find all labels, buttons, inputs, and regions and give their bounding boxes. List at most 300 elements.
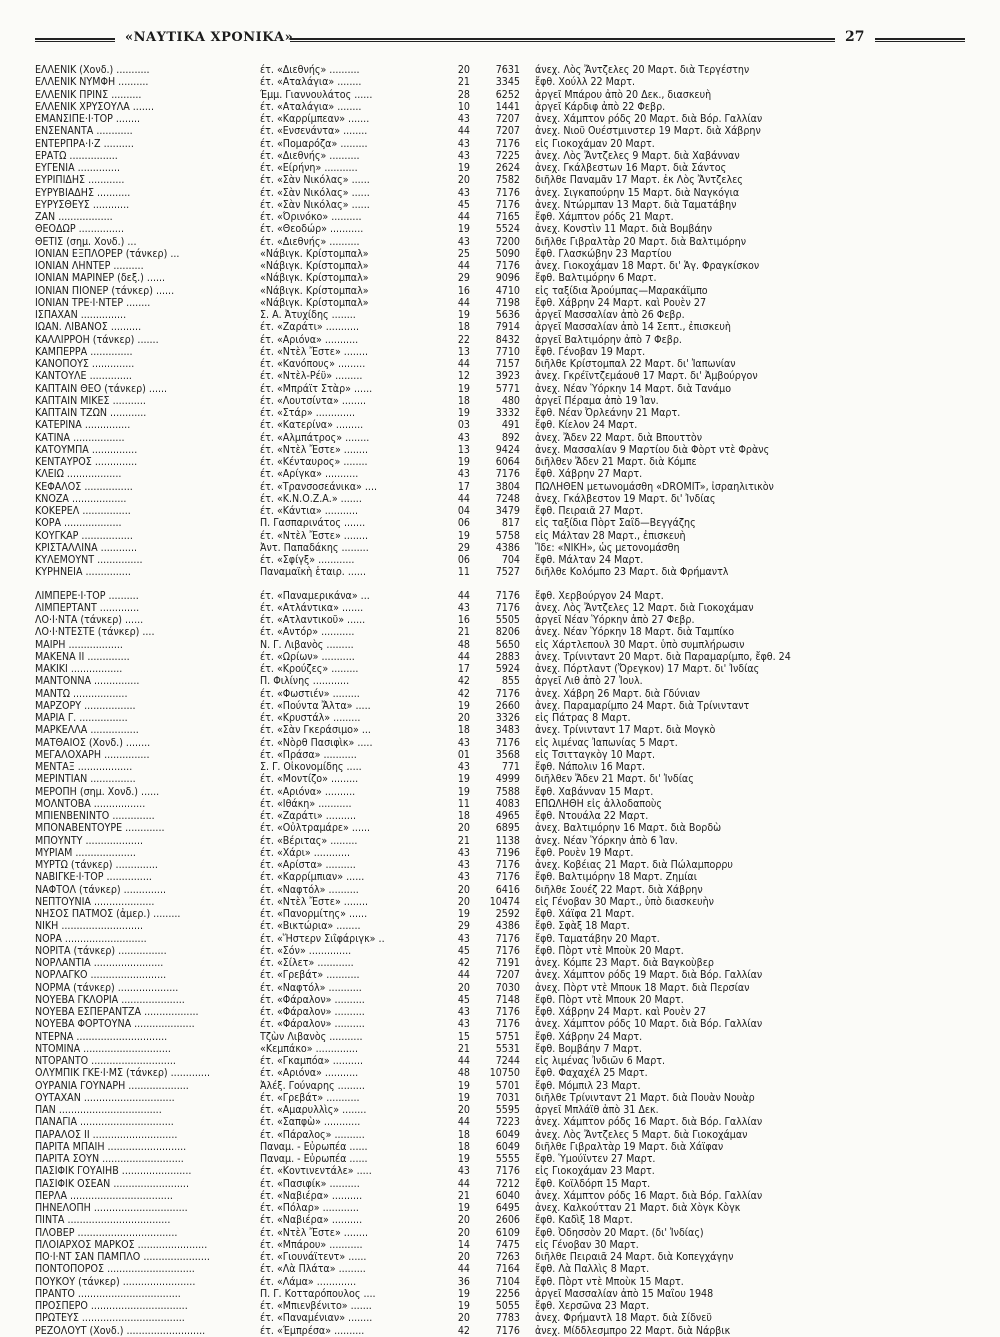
table-row bbox=[35, 566, 965, 578]
ship-position: ἔφθ. Χάβρην 24 Μαρτ. καὶ Ρουὲν 27 bbox=[535, 296, 707, 309]
table-row bbox=[35, 530, 965, 542]
ship-name: ΚΥΛΕΜΟΥΝΤ ............... bbox=[35, 554, 143, 566]
ship-name: ΠΛΟΙΑΡΧΟΣ ΜΑΡΚΟΣ ....................... bbox=[35, 1238, 208, 1251]
ship-position: ἀνεχ. Βαλτιμόρην 16 Μαρτ. διὰ Βορδὼ bbox=[535, 822, 722, 835]
ship-position: ἔφθ. Ρουὲν 19 Μαρτ. bbox=[535, 846, 634, 859]
ship-position: ἔφθ. Χάϊφα 21 Μαρτ. bbox=[535, 908, 635, 920]
ship-tonnage: 7176 bbox=[495, 944, 520, 957]
ship-tonnage: 7198 bbox=[495, 296, 520, 309]
table-row bbox=[35, 444, 965, 456]
ship-position: εἰς Μάλταν 28 Μαρτ., ἐπισκευὴ bbox=[535, 529, 686, 542]
ship-year: 25 bbox=[457, 247, 470, 260]
ship-year: 01 bbox=[457, 748, 470, 761]
ship-position: ἀνεχ. Γκάλβεστων 16 Μαρτ. διὰ Σάντος bbox=[535, 162, 727, 174]
ship-tonnage: 7030 bbox=[495, 981, 520, 994]
ship-agent: έτ. «Όρινόκο» .......... bbox=[260, 211, 362, 223]
ship-position: ἔφθ. Πὸρτ ντὲ Μπουκ 20 Μαρτ. bbox=[535, 993, 684, 1006]
table-row bbox=[35, 871, 965, 883]
ship-tonnage: 3804 bbox=[495, 480, 520, 493]
table-row bbox=[35, 712, 965, 724]
table-row bbox=[35, 1312, 965, 1324]
ship-year: 06 bbox=[457, 517, 470, 530]
table-row bbox=[35, 651, 965, 663]
ship-year: 20 bbox=[457, 895, 470, 908]
ship-year: 19 bbox=[457, 382, 470, 395]
table-row bbox=[35, 1325, 965, 1337]
ship-position: άνεχ. Λὸς Ἄντζελες 20 Μαρτ. διὰ Τεργέστην bbox=[535, 64, 750, 76]
ship-agent: Π. Γασπαρινάτος ....... bbox=[260, 517, 366, 530]
ship-year: 44 bbox=[457, 358, 470, 370]
ship-name: ΠΡΟΣΠΕΡΟ ................................ bbox=[35, 1300, 188, 1312]
ship-name: ΜΠΟΝΑΒΕΝΤΟΥΡΕ ............. bbox=[35, 822, 165, 835]
ship-name: ΕΥΓΕΝΙΑ .............. bbox=[35, 162, 121, 174]
ship-year: 19 bbox=[457, 529, 470, 542]
ship-year: 45 bbox=[457, 944, 470, 957]
table-row bbox=[35, 602, 965, 614]
journal-title: «ΝΑΥΤΙΚΑ ΧΡΟΝΙΚΑ» bbox=[125, 30, 294, 45]
ship-agent: έτ. «Λουτσίντα» ........ bbox=[260, 394, 367, 407]
table-row bbox=[35, 1288, 965, 1300]
ship-position: ἀνεχ. Κοβέιας 21 Μαρτ. διὰ Πώλαμπορρυ bbox=[535, 859, 733, 871]
ship-tonnage: 1138 bbox=[495, 834, 520, 847]
ship-agent: έτ. «Κρούζες» ......... bbox=[260, 663, 359, 675]
ship-name: ΕΜΑΝΣΙΠΕ·Ι·ΤΟΡ ........ bbox=[35, 113, 141, 125]
ship-agent: έτ. «Μπιενβένιτο» ....... bbox=[260, 1300, 372, 1312]
ship-agent: έτ. «Σόν» .............. bbox=[260, 944, 352, 957]
ship-agent: έτ. «Νὸρθ Πασιφὶκ» ..... bbox=[260, 736, 373, 749]
ship-position: εἰς Γένοβαν 30 Μαρτ., ὑπὸ διασκευὴν bbox=[535, 895, 714, 908]
ship-year: 43 bbox=[457, 235, 470, 248]
table-row bbox=[35, 138, 965, 150]
ship-year: 19 bbox=[457, 1300, 470, 1312]
ship-agent: Παναμαϊκὴ ἑταιρ. ...... bbox=[260, 566, 366, 579]
ship-name: ΛΙΜΠΕΡΤΑΝΤ ............. bbox=[35, 601, 140, 614]
ship-year: 20 bbox=[457, 1312, 470, 1325]
ship-tonnage: 5090 bbox=[495, 247, 520, 260]
ship-name: ΘΕΟΔΩΡ ............... bbox=[35, 223, 124, 236]
ship-year: 04 bbox=[457, 505, 470, 517]
ship-year: 44 bbox=[457, 260, 470, 272]
ship-position: ἀνεχ. Νέαν Ὑόρκην 14 Μαρτ. διὰ Τανάμο bbox=[535, 382, 732, 395]
ship-agent: έτ. «Ντὲλ Ἔστε» ........ bbox=[260, 443, 369, 456]
ship-tonnage: 7176 bbox=[495, 859, 520, 871]
table-row bbox=[35, 810, 965, 822]
ship-name: ΚΑΠΤΑΙΝ ΤΖΩΝ ............ bbox=[35, 407, 147, 419]
ship-tonnage: 7104 bbox=[495, 1275, 520, 1288]
ship-year: 19 bbox=[457, 407, 470, 419]
ship-year: 20 bbox=[457, 981, 470, 994]
ship-agent: έτ. «Ατλαντικοῦ» ...... bbox=[260, 614, 366, 626]
ship-year: 18 bbox=[457, 394, 470, 407]
ship-name: ΝΟΥΕΒΑ ΓΚΛΟΡΙΑ ..................... bbox=[35, 993, 185, 1006]
ship-year: 21 bbox=[457, 626, 470, 639]
ship-year: 29 bbox=[457, 272, 470, 285]
ship-name: ΕΝΤΕΡΠΡΑ·Ι·Ζ .......... bbox=[35, 137, 134, 150]
ship-tonnage: 3345 bbox=[495, 76, 520, 89]
ship-agent: Ἀλέξ. Γούναρης ......... bbox=[260, 1079, 365, 1092]
ship-tonnage: 491 bbox=[501, 419, 520, 432]
table-row bbox=[35, 309, 965, 321]
ship-position: ἀργεῖ Νέαν Ὑόρκην ἀπὸ 27 Φεβρ. bbox=[535, 614, 695, 626]
ship-position: εἰς ταξίδια Πὸρτ Σαῒδ—Βεγγάζης bbox=[535, 517, 696, 530]
ship-year: 17 bbox=[457, 480, 470, 493]
ship-agent: Π. Γ. Κοτταρόπουλος .... bbox=[260, 1287, 376, 1300]
ship-name: ΙΣΠΑΧΑΝ ............... bbox=[35, 309, 127, 321]
ship-year: 20 bbox=[457, 64, 470, 76]
ship-position: ἔφθ. Φαχαχέλ 25 Μαρτ. bbox=[535, 1067, 648, 1080]
ship-position: ἀνεχ. Ντώρμπαν 13 Μαρτ. διὰ Ταματάβην bbox=[535, 198, 737, 211]
ship-name: ΝΟΥΕΒΑ ΦΟΡΤΟΥΝΑ .................... bbox=[35, 1018, 195, 1031]
table-row bbox=[35, 798, 965, 810]
ship-year: 19 bbox=[457, 456, 470, 468]
table-row bbox=[35, 1031, 965, 1043]
ship-agent: έτ. «Κ.Ν.Ο.Ζ.Α.» ....... bbox=[260, 492, 362, 505]
ship-name: ΟΥΡΑΝΙΑ ΓΟΥΝΑΡΗ .................... bbox=[35, 1079, 189, 1092]
ship-name: ΠΑΝ .................................. bbox=[35, 1104, 162, 1116]
ship-name: ΝΙΚΗ ........................... bbox=[35, 920, 144, 933]
ship-name: ΕΝΣΕΝΑΝΤΑ ............ bbox=[35, 125, 133, 138]
table-row bbox=[35, 700, 965, 712]
ship-agent: έτ. «Καρρίμπιαν» ...... bbox=[260, 871, 365, 884]
ship-year: 44 bbox=[457, 650, 470, 663]
ship-year: 20 bbox=[457, 822, 470, 835]
table-row bbox=[35, 150, 965, 162]
ship-agent: Τζὼν Λιβανὸς ........... bbox=[260, 1030, 363, 1043]
ship-agent: Παναμ. - Εὐρωπέα ...... bbox=[260, 1153, 368, 1165]
ship-tonnage: 7176 bbox=[495, 871, 520, 884]
ship-tonnage: 7176 bbox=[495, 137, 520, 150]
table-row bbox=[35, 407, 965, 419]
ship-name: ΚΕΦΑΛΟΣ ................ bbox=[35, 480, 133, 493]
ship-position: ἀνεχ. Σιγκαπούρην 15 Μαρτ. διὰ Ναγκόγια bbox=[535, 186, 740, 199]
table-row bbox=[35, 1239, 965, 1251]
ship-year: 19 bbox=[457, 699, 470, 712]
ship-name: ΝΑΒΙΓΚΕ·Ι·ΤΟΡ ............... bbox=[35, 871, 152, 884]
ship-name: ΝΟΡΛΑΓΚΟ ......................... bbox=[35, 969, 167, 982]
ship-position: ἀργεῖ Μπλάϊθ ἀπὸ 31 Δεκ. bbox=[535, 1104, 659, 1116]
ship-year: 44 bbox=[457, 1116, 470, 1129]
ship-agent: έτ. «Κένταυρος» ........ bbox=[260, 456, 368, 468]
ship-year: 43 bbox=[457, 736, 470, 749]
ship-name: ΝΟΡΙΤΑ (τάνκερ) ................ bbox=[35, 944, 167, 957]
table-row bbox=[35, 773, 965, 785]
table-row bbox=[35, 982, 965, 994]
ship-year: 13 bbox=[457, 345, 470, 358]
ship-position-listing bbox=[35, 64, 965, 1337]
ship-agent: έτ. «Γρεβάτ» ........... bbox=[260, 1091, 360, 1104]
ship-name: ΠΑΡΙΤΑ ΣΟΥΝ ........................... bbox=[35, 1153, 184, 1165]
ship-tonnage: 7207 bbox=[495, 113, 520, 125]
ship-tonnage: 4386 bbox=[495, 920, 520, 933]
ship-position: ἀνεχ. Χάμπτον ρόδς 16 Μαρτ. διὰ Βόρ. Γαλλίαν bbox=[535, 1189, 763, 1202]
table-row bbox=[35, 321, 965, 333]
ship-name: ΙΟΝΙΑΝ ΕΞΠΛΟΡΕΡ (τάνκερ) ... bbox=[35, 247, 180, 260]
ship-name: ΠΑΣΙΦΙΚ ΓΟΥΑΙΗΒ ....................... bbox=[35, 1165, 192, 1178]
ship-agent: έτ. «Πούντα Ἄλτα» ..... bbox=[260, 699, 371, 712]
ship-name: ΠΙΝΤΑ .................................. bbox=[35, 1214, 171, 1227]
ship-tonnage: 3923 bbox=[495, 370, 520, 383]
ship-year: 43 bbox=[457, 1165, 470, 1178]
table-row bbox=[35, 896, 965, 908]
ship-year: 43 bbox=[457, 601, 470, 614]
ship-name: ΚΑΜΠΕΡΡΑ .............. bbox=[35, 345, 133, 358]
table-row bbox=[35, 162, 965, 174]
ship-year: 42 bbox=[457, 675, 470, 688]
table-row bbox=[35, 113, 965, 125]
ship-position: ἀργεῖ Κάρδιφ ἀπὸ 22 Φεβρ. bbox=[535, 100, 666, 113]
ship-position: εἰς Τσιτταγκὸγ 10 Μαρτ. bbox=[535, 748, 656, 761]
ship-tonnage: 6049 bbox=[495, 1140, 520, 1153]
table-row bbox=[35, 187, 965, 199]
ship-name: ΜΑΚΕΝΑ ΙΙ .............. bbox=[35, 650, 130, 663]
ship-tonnage: 7164 bbox=[495, 1263, 520, 1276]
ship-name: ΚΑΛΛΙΡΡΟΗ (τάνκερ) ....... bbox=[35, 333, 159, 346]
ship-year: 44 bbox=[457, 125, 470, 138]
ship-agent: «Νάβιγκ. Κρίστομπαλ» bbox=[260, 296, 369, 309]
ship-name: ΚΡΙΣΤΑΛΛΙΝΑ ............ bbox=[35, 541, 137, 554]
table-row bbox=[35, 614, 965, 626]
ship-tonnage: 7244 bbox=[495, 1055, 520, 1067]
ship-position: ἔφθ. Ὑμούϊντεν 27 Μαρτ. bbox=[535, 1153, 656, 1165]
ship-tonnage: 480 bbox=[501, 394, 520, 407]
ship-tonnage: 7212 bbox=[495, 1177, 520, 1190]
ship-tonnage: 5531 bbox=[495, 1042, 520, 1055]
table-row bbox=[35, 285, 965, 297]
table-row bbox=[35, 554, 965, 566]
ship-name: ΕΛΛΕΝΙΚ ΝΥΜΦΗ .......... bbox=[35, 76, 149, 89]
table-row bbox=[35, 1043, 965, 1055]
ship-tonnage: 5751 bbox=[495, 1030, 520, 1043]
ship-agent: Ἀντ. Παπαδάκης ......... bbox=[260, 541, 369, 554]
ship-name: ΜΑΡΙΑ Γ. ................ bbox=[35, 712, 128, 724]
ship-position: εἰς Πάτρας 8 Μαρτ. bbox=[535, 712, 631, 724]
ship-position: ἔφθ. Γλασκώβην 23 Μαρτίου bbox=[535, 247, 672, 260]
ship-year: 45 bbox=[457, 993, 470, 1006]
ship-year: 44 bbox=[457, 492, 470, 505]
table-row bbox=[35, 517, 965, 529]
ship-position: διῆλθε Γιβραλτὰρ 20 Μαρτ. διὰ Βαλτιμόρην bbox=[535, 235, 747, 248]
ship-tonnage: 7165 bbox=[495, 211, 520, 223]
ship-year: 29 bbox=[457, 920, 470, 933]
ship-position: εἰς Γένοβαν 30 Μαρτ. bbox=[535, 1238, 639, 1251]
table-row bbox=[35, 1153, 965, 1165]
ship-name: ΝΤΕΡΝΑ .............................. bbox=[35, 1030, 168, 1043]
ship-name: ΝΤΟΜΙΝΑ ............................. bbox=[35, 1042, 171, 1055]
ship-position: εἰς Γιοκοχάμαν 23 Μαρτ. bbox=[535, 1165, 655, 1178]
ship-agent: Π. Φιλίνης ............ bbox=[260, 675, 350, 688]
ship-agent: έτ. «Ντὲλ Ἔστε» ........ bbox=[260, 895, 369, 908]
table-row bbox=[35, 1129, 965, 1141]
ship-position: ἔφθ. Καδὶξ 18 Μαρτ. bbox=[535, 1214, 633, 1227]
ship-tonnage: 3479 bbox=[495, 505, 520, 517]
ship-year: 43 bbox=[457, 137, 470, 150]
table-row bbox=[35, 859, 965, 871]
table-row bbox=[35, 1055, 965, 1067]
ship-name: ΠΑΡΑΛΟΣ ΙΙ ............................ bbox=[35, 1128, 178, 1141]
table-row bbox=[35, 456, 965, 468]
ship-year: 19 bbox=[457, 309, 470, 321]
ship-agent: έτ. «Στάρ» ............. bbox=[260, 407, 356, 419]
ship-agent: έτ. «Σὰν Γκεράσιμο» ... bbox=[260, 724, 371, 737]
ship-agent: «Νάβιγκ. Κρίστομπαλ» bbox=[260, 284, 369, 297]
ship-name: ΕΛΛΕΝΙΚ (Χονδ.) ........... bbox=[35, 64, 150, 76]
listing-section bbox=[35, 590, 965, 1337]
table-row bbox=[35, 663, 965, 675]
ship-year: 43 bbox=[457, 932, 470, 945]
table-row bbox=[35, 432, 965, 444]
ship-tonnage: 8432 bbox=[495, 333, 520, 346]
table-row bbox=[35, 969, 965, 981]
ship-position: ἀνεχ. Λὸς Ἄντζελες 5 Μαρτ. διὰ Γιοκοχάμαν bbox=[535, 1128, 748, 1141]
ship-position: ἔφθ. Χάμπτον ρόδς 21 Μαρτ. bbox=[535, 211, 674, 223]
ship-year: 19 bbox=[457, 162, 470, 174]
ship-tonnage: 7176 bbox=[495, 601, 520, 614]
ship-tonnage: 7631 bbox=[495, 64, 520, 76]
ship-name: ΚΑΤΕΡΙΝΑ ............... bbox=[35, 419, 131, 432]
table-row bbox=[35, 493, 965, 505]
ship-agent: Έμμ. Γιαννουλάτος ...... bbox=[260, 88, 373, 101]
ship-agent: «Κεμπάκο» .............. bbox=[260, 1042, 358, 1055]
ship-agent: έτ. «Λάμα» ............. bbox=[260, 1275, 357, 1288]
ship-agent: έτ. «Φάραλον» .......... bbox=[260, 1006, 365, 1018]
ship-tonnage: 7148 bbox=[495, 993, 520, 1006]
ship-agent: έτ. «Πασιφίκ» .......... bbox=[260, 1177, 360, 1190]
page-number: 27 bbox=[845, 29, 865, 45]
ship-agent: Παναμ. - Εὐρωπέα ...... bbox=[260, 1140, 368, 1153]
ship-position: Ἴδε: «ΝΙΚΗ», ὡς μετονομάσθη bbox=[535, 541, 680, 554]
ship-tonnage: 2883 bbox=[495, 650, 520, 663]
ship-position: ἔφθ. Πὸρτ ντὲ Μποὺκ 20 Μαρτ. bbox=[535, 944, 684, 957]
ship-name: ΛΟ·Ι·ΝΤΕΣΤΕ (τάνκερ) .... bbox=[35, 626, 155, 639]
ship-year: 44 bbox=[457, 1177, 470, 1190]
ship-tonnage: 4999 bbox=[495, 773, 520, 786]
ship-tonnage: 3332 bbox=[495, 407, 520, 419]
ship-name: ΛΙΜΠΕΡΕ·Ι·ΤΟΡ .......... bbox=[35, 589, 139, 602]
ship-position: ἔφθ. Χερβούργον 24 Μαρτ. bbox=[535, 589, 664, 602]
ship-year: 16 bbox=[457, 284, 470, 297]
ship-tonnage: 3568 bbox=[495, 748, 520, 761]
ship-name: ΜΥΡΤΩ (τάνκερ) .............. bbox=[35, 859, 158, 871]
ship-tonnage: 7031 bbox=[495, 1091, 520, 1104]
table-row bbox=[35, 346, 965, 358]
table-row bbox=[35, 358, 965, 370]
ship-tonnage: 6040 bbox=[495, 1189, 520, 1202]
ship-position: ἀνεχ. Χάμπτον ρόδς 10 Μαρτ. διὰ Βόρ. Γαλλίαν bbox=[535, 1018, 763, 1031]
ship-tonnage: 817 bbox=[501, 517, 520, 530]
ship-year: 43 bbox=[457, 846, 470, 859]
ship-name: ΚΟΚΕΡΕΛ ................ bbox=[35, 505, 131, 517]
ship-position: ἔφθ. Νάπολιν 16 Μαρτ. bbox=[535, 761, 645, 773]
ship-agent: έτ. «Παναμερικάνα» ... bbox=[260, 589, 370, 602]
ship-year: 20 bbox=[457, 1214, 470, 1227]
ship-name: ΟΥΤΑΧΑΝ .............................. bbox=[35, 1091, 175, 1104]
ship-name: ΜΑΡΚΕΛΛΑ ................ bbox=[35, 724, 139, 737]
ship-name: ΚΟΥΓΚΑΡ ................. bbox=[35, 529, 133, 542]
ship-tonnage: 6495 bbox=[495, 1202, 520, 1214]
ship-agent: έτ. «Παναμένιαν» ........ bbox=[260, 1312, 373, 1325]
ship-position: διῆλθε Κρίστομπαλ 22 Μαρτ. δι' Ἰαπωνίαν bbox=[535, 358, 736, 370]
ship-agent: έτ. «Πράσα» ........... bbox=[260, 748, 357, 761]
ship-agent: έτ. «Αρίγκα» ........... bbox=[260, 468, 359, 481]
table-row bbox=[35, 835, 965, 847]
ship-agent: έτ. «Ναβιέρα» .......... bbox=[260, 1189, 363, 1202]
ship-tonnage: 3483 bbox=[495, 724, 520, 737]
ship-year: 43 bbox=[457, 431, 470, 444]
ship-position: ἀνεχ. Γκάλβεστον 19 Μαρτ. δι' Ἰνδίας bbox=[535, 492, 716, 505]
ship-tonnage: 7176 bbox=[495, 260, 520, 272]
table-row bbox=[35, 1202, 965, 1214]
ship-position: ἔφθ. Χαβάνναν 15 Μαρτ. bbox=[535, 785, 654, 798]
ship-agent: έτ. «Σφίγξ» ............ bbox=[260, 554, 355, 566]
ship-year: 44 bbox=[457, 1263, 470, 1276]
ship-name: ΕΥΡΥΒΙΑΔΗΣ ........... bbox=[35, 186, 131, 199]
ship-tonnage: 5924 bbox=[495, 663, 520, 675]
ship-agent: έτ. «Θεοδώρ» ........... bbox=[260, 223, 364, 236]
ship-year: 16 bbox=[457, 614, 470, 626]
header-rule-middle bbox=[290, 38, 835, 42]
ship-position: ἀνεχ. Λὸς Ἄντζελες 12 Μαρτ. διὰ Γιοκοχάμαν bbox=[535, 601, 754, 614]
ship-position: ἀνεχ. Κόμπε 23 Μαρτ. διὰ Βαγκοὺβερ bbox=[535, 957, 714, 969]
ship-name: ΜΑΤΘΑΙΟΣ (Χονδ.) ........ bbox=[35, 736, 151, 749]
ship-year: 19 bbox=[457, 1287, 470, 1300]
header-rule-left bbox=[35, 38, 115, 42]
ship-agent: έτ. «Ναβιέρα» .......... bbox=[260, 1214, 363, 1227]
ship-year: 19 bbox=[457, 1153, 470, 1165]
ship-position: διῆλθε Πειραιᾶ 24 Μαρτ. διὰ Κοπεγχάγην bbox=[535, 1251, 734, 1263]
ship-position: ἀνεχ. Χάμπτον ρόδς 16 Μαρτ. διὰ Βόρ. Γαλλίαν bbox=[535, 1116, 763, 1129]
ship-tonnage: 2624 bbox=[495, 162, 520, 174]
ship-name: ΡΕΖΟΛΟΥΤ (Χονδ.) .......................... bbox=[35, 1324, 206, 1337]
ship-agent: έτ. «Αρίστα» .......... bbox=[260, 859, 356, 871]
ship-agent: έτ. «Μπάρου» ........... bbox=[260, 1238, 363, 1251]
ship-name: ΕΛΛΕΝΙΚ ΧΡΥΣΟΥΛΑ ....... bbox=[35, 100, 154, 113]
ship-year: 44 bbox=[457, 589, 470, 602]
ship-name: ΜΠΟΥΝΤΥ ................... bbox=[35, 834, 144, 847]
ship-name: ΚΝΟΖΑ .................. bbox=[35, 492, 127, 505]
ship-tonnage: 7176 bbox=[495, 198, 520, 211]
table-row bbox=[35, 101, 965, 113]
ship-year: 43 bbox=[457, 1018, 470, 1031]
ship-position: ἀργεῖ Μασσαλίαν ἀπὸ 15 Μαΐου 1948 bbox=[535, 1287, 714, 1300]
ship-position: ἀργεῖ Μασσαλίαν ἀπὸ 26 Φεβρ. bbox=[535, 309, 685, 321]
ship-year: 11 bbox=[457, 566, 470, 579]
ship-position: διῆλθε Γιβραλτὰρ 19 Μαρτ. διὰ Χάϊφαν bbox=[535, 1140, 724, 1153]
ship-tonnage: 7176 bbox=[495, 186, 520, 199]
listing-section bbox=[35, 64, 965, 579]
ship-tonnage: 5505 bbox=[495, 614, 520, 626]
ship-agent: Σ. Γ. Οἰκονομίδης ..... bbox=[260, 761, 362, 773]
table-row bbox=[35, 822, 965, 834]
ship-tonnage: 10474 bbox=[489, 895, 520, 908]
ship-position: ἀνεχ. Χάβρη 26 Μαρτ. διὰ Γδύνιαν bbox=[535, 687, 700, 700]
ship-year: 19 bbox=[457, 908, 470, 920]
ship-name: ΖΑΝ .................. bbox=[35, 211, 113, 223]
ship-tonnage: 4386 bbox=[495, 541, 520, 554]
ship-position: ἔφθ. Ταματάβην 20 Μαρτ. bbox=[535, 932, 660, 945]
ship-agent: έτ. «Σὰν Νικόλας» ...... bbox=[260, 198, 370, 211]
ship-name: ΠΟΝΤΟΠΟΡΟΣ ............................. bbox=[35, 1263, 195, 1276]
ship-tonnage: 5758 bbox=[495, 529, 520, 542]
ship-name: ΠΟ·Ι·ΝΤ ΣΑΝ ΠΑΜΠΛΟ ...................... bbox=[35, 1251, 210, 1263]
ship-agent: έτ. «Φάραλον» .......... bbox=[260, 993, 365, 1006]
ship-tonnage: 5650 bbox=[495, 638, 520, 651]
ship-agent: έτ. «Ναφτόλ» ........... bbox=[260, 981, 362, 994]
ship-tonnage: 10750 bbox=[489, 1067, 520, 1080]
ship-tonnage: 2606 bbox=[495, 1214, 520, 1227]
ship-position: διῆλθεν Ἄδεν 21 Μαρτ. δι' Ἰνδίας bbox=[535, 773, 694, 786]
table-row bbox=[35, 334, 965, 346]
ship-tonnage: 5055 bbox=[495, 1300, 520, 1312]
